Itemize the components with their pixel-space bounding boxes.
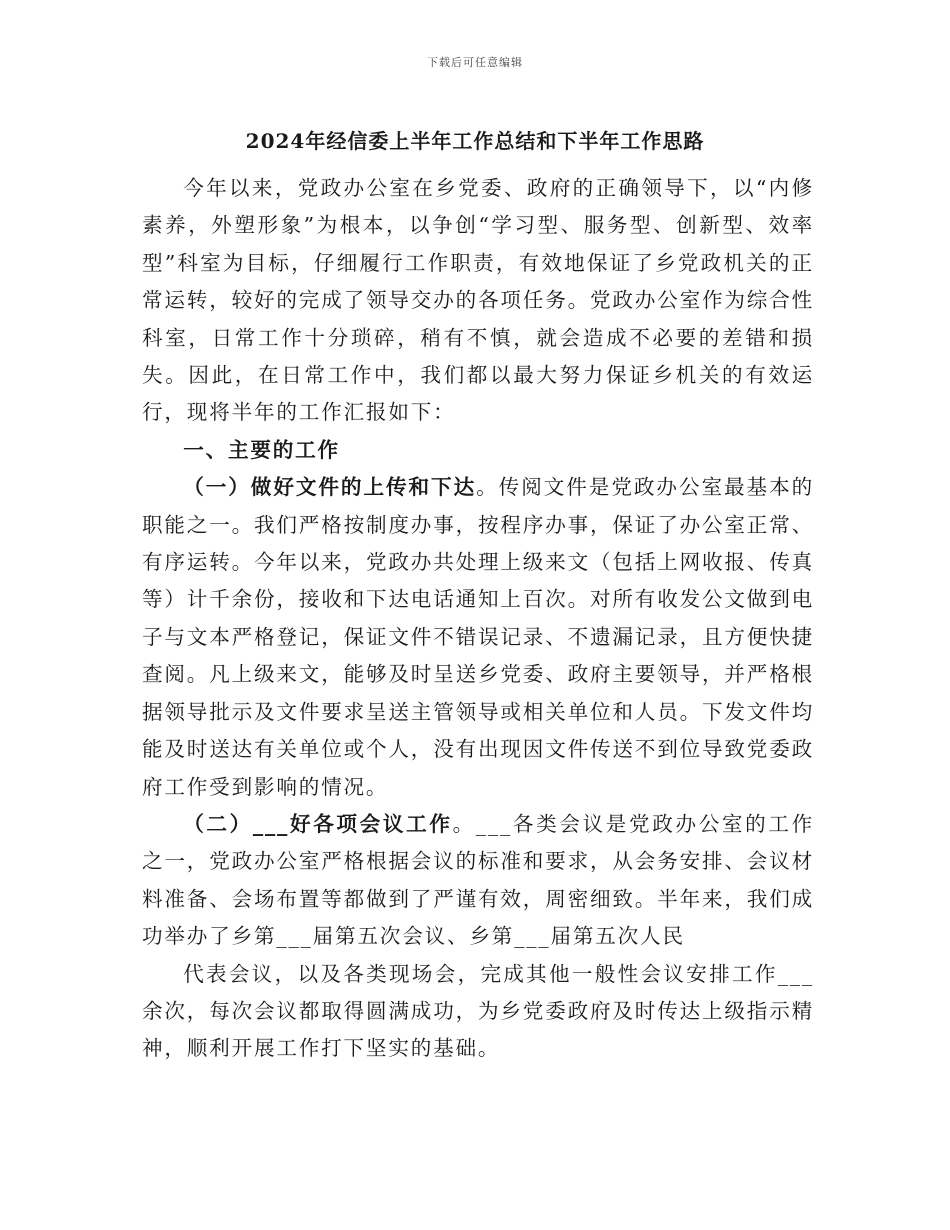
section-heading-main-work: 一、主要的工作	[183, 437, 340, 462]
subheading-meetings-blank: ___	[252, 811, 290, 836]
paragraph-meetings-text: 。___各类会议是党政办公室的工作之一，党政办公室严格根据会议的标准和要求，从会务安排、会议材料准备、会场布置等都做到了严谨有效，周密细致。半年来，我们成功举办了乡第___届第五次会议、乡第___届第五次人民	[142, 811, 814, 949]
paragraph-documents	[142, 469, 814, 806]
header-note: 下载后可任意编辑	[427, 56, 523, 69]
paragraph-meetings	[142, 806, 814, 956]
document-title: 2024年经信委上半年工作总结和下半年工作思路	[245, 129, 705, 153]
paragraph-intro: 今年以来，党政办公室在乡党委、政府的正确领导下，以“内修素养，外塑形象”为根本，以争创“学习型、服务型、创新型、效率型”科室为目标，仔细履行工作职责，有效地保证了乡党政机关的正常运转，较好的完成了领导交办的各项任务。党政办公室作为综合性科室，日常工作十分琐碎，稍有不慎，就会造成不必要的差错和损失。因此，在日常工作中，我们都以最大努力保证乡机关的有效运行，现将半年的工作汇报如下：	[142, 176, 814, 425]
subheading-documents: （一）做好文件的上传和下达	[183, 475, 477, 500]
subheading-meetings-number: （二）	[183, 811, 253, 836]
subheading-meetings: 好各项会议工作	[289, 811, 453, 836]
paragraph-meetings-continued: 代表会议，以及各类现场会，完成其他一般性会议安排工作___余次，每次会议都取得圆满成功，为乡党委政府及时传达上级指示精神，顺利开展工作打下坚实的基础。	[142, 961, 814, 1061]
paragraph-documents-text: 。传阅文件是党政办公室最基本的职能之一。我们严格按制度办事，按程序办事，保证了办公室正常、有序运转。今年以来，党政办共处理上级来文（包括上网收报、传真等）计千余份，接收和下达电话通知上百次。对所有收发公文做到电子与文本严格登记，保证文件不错误记录、不遗漏记录，且方便快捷查阅。凡上级来文，能够及时呈送乡党委、政府主要领导，并严格根据领导批示及文件要求呈送主管领导或相关单位和人员。下发文件均能及时送达有关单位或个人，没有出现因文件传送不到位导致党委政府工作受到影响的情况。	[142, 475, 815, 799]
document-body	[142, 170, 814, 1068]
